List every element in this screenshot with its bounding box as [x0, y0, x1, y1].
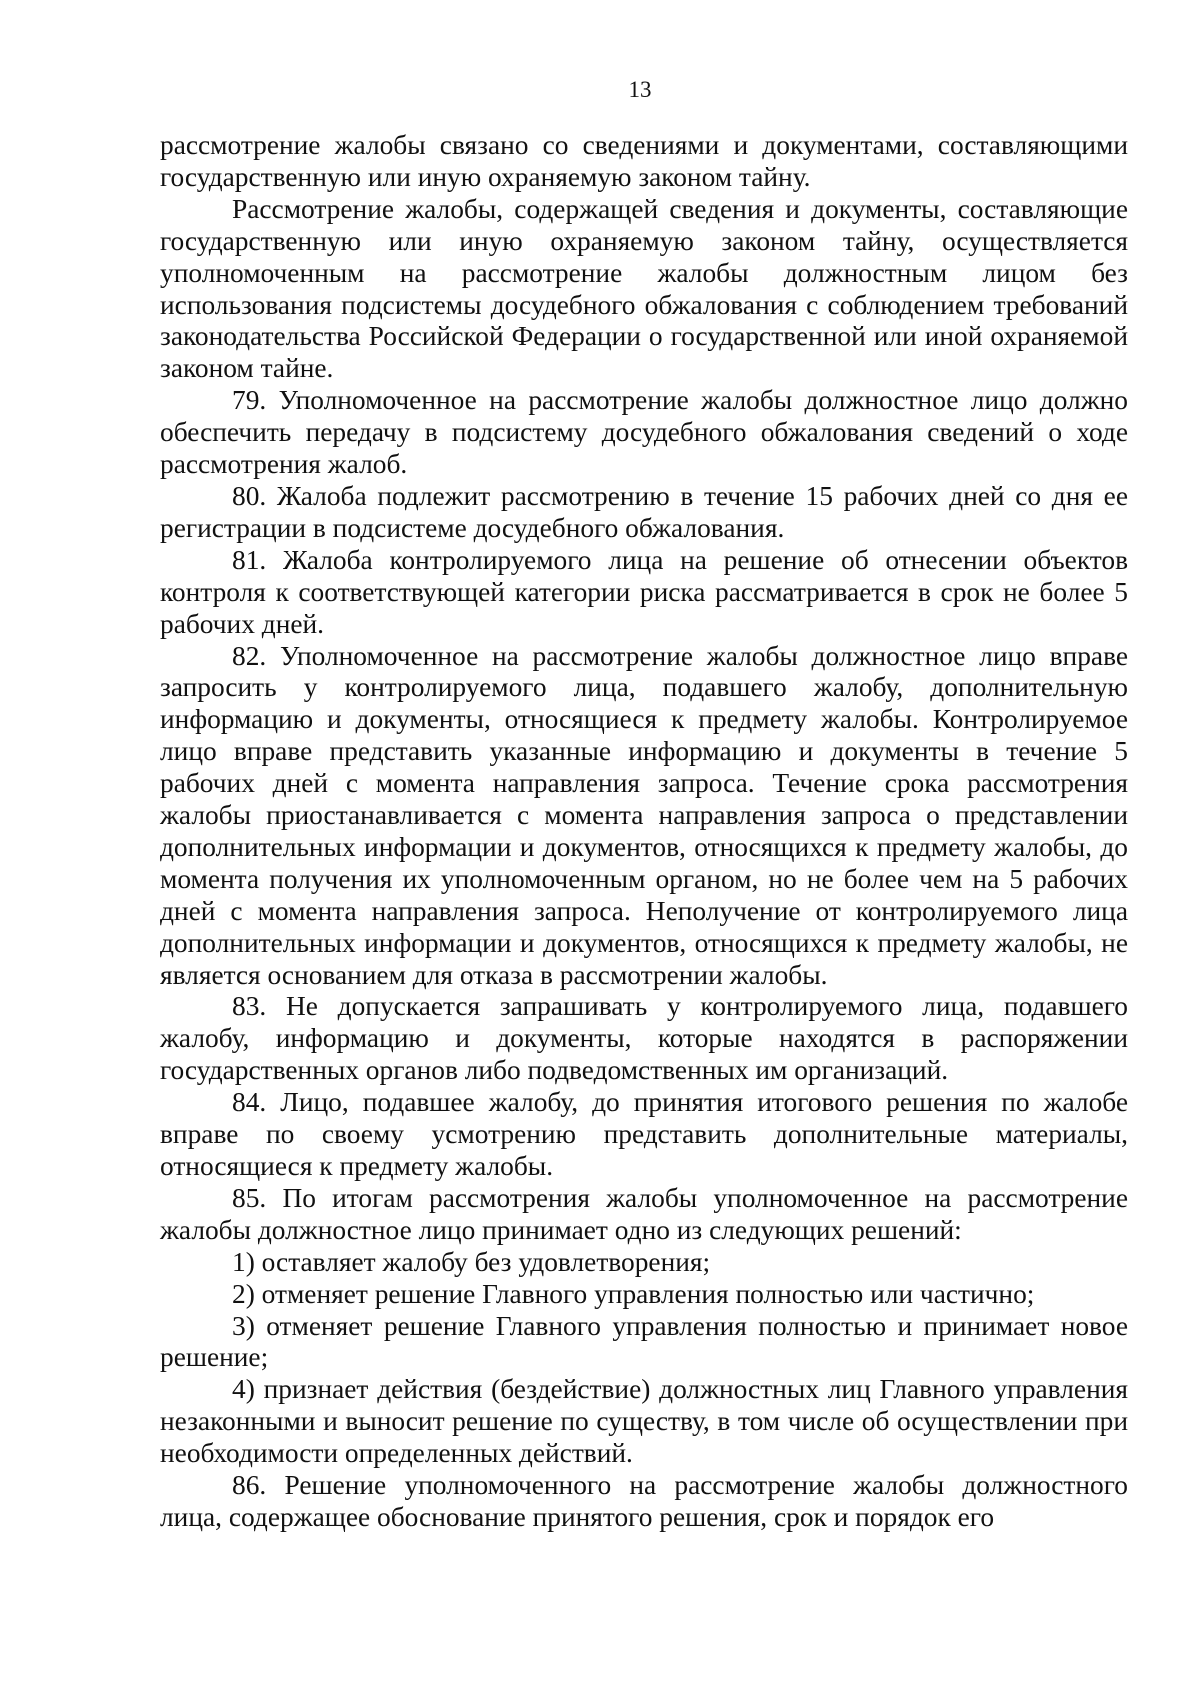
list-item-3: 3) отменяет решение Главного управления полностью и принимает новое решение; — [160, 1310, 1128, 1373]
list-item-1: 1) оставляет жалобу без удовлетворения; — [232, 1246, 711, 1277]
paragraph-81: 81. Жалоба контролируемого лица на решение об отнесении объектов контроля к соответствующей категории риска рассматривается в срок не более 5 рабочих дней. — [160, 544, 1128, 639]
paragraph-85: 85. По итогам рассмотрения жалобы уполномоченное на рассмотрение жалобы должностное лицо принимает одно из следующих решений: — [160, 1182, 1128, 1245]
paragraph-82: 82. Уполномоченное на рассмотрение жалобы должностное лицо вправе запросить у контролируемого лица, подавшего жалобу, дополнительную информацию и документы, относящиеся к предмету жалобы. Контролируемое лицо вправе представить указанные информацию и документы в течение 5 рабочих дней с момента направления запроса. Течение срока рассмотрения жалобы приостанавливается с момента направления запроса о представлении дополнительных информации и документов, относящихся к предмету жалобы, до момента получения их уполномоченным органом, но не более чем на 5 рабочих дней с момента направления запроса. Неполучение от контролируемого лица дополнительных информации и документов, относящихся к предмету жалобы, не является основанием для отказа в рассмотрении жалобы. — [160, 640, 1128, 990]
page-number: 13 — [628, 77, 652, 102]
paragraph-86: 86. Решение уполномоченного на рассмотрение жалобы должностного лица, содержащее обоснование принятого решения, срок и порядок его — [160, 1470, 1128, 1532]
paragraph-secret-review: Рассмотрение жалобы, содержащей сведения и документы, составляющие государственную или иную охраняемую законом тайну, осуществляется уполномоченным на рассмотрение жалобы должностным лицом без использования подсистемы досудебного обжалования с соблюдением требований законодательства Российской Федерации о государственной или иной охраняемой законом тайне. — [160, 193, 1128, 384]
paragraph-80: 80. Жалоба подлежит рассмотрению в течение 15 рабочих дней со дня ее регистрации в подсистеме досудебного обжалования. — [160, 480, 1128, 543]
paragraph-83: 83. Не допускается запрашивать у контролируемого лица, подавшего жалобу, информацию и документы, которые находятся в распоряжении государственных органов либо подведомственных им организаций. — [160, 991, 1128, 1086]
list-item-2: 2) отменяет решение Главного управления полностью или частично; — [232, 1278, 1035, 1309]
paragraph-79: 79. Уполномоченное на рассмотрение жалобы должностное лицо должно обеспечить передачу в подсистему досудебного обжалования сведений о ходе рассмотрения жалоб. — [160, 385, 1128, 480]
document-body — [160, 130, 1128, 1534]
paragraph-continuation: рассмотрение жалобы связано со сведениями и документами, составляющими государственную или иную охраняемую законом тайну. — [160, 130, 1128, 192]
paragraph-84: 84. Лицо, подавшее жалобу, до принятия итогового решения по жалобе вправе по своему усмотрению представить дополнительные материалы, относящиеся к предмету жалобы. — [160, 1087, 1128, 1181]
list-item-4: 4) признает действия (бездействие) должностных лиц Главного управления незаконными и выносит решение по существу, в том числе об осуществлении при необходимости определенных действий. — [160, 1374, 1128, 1469]
